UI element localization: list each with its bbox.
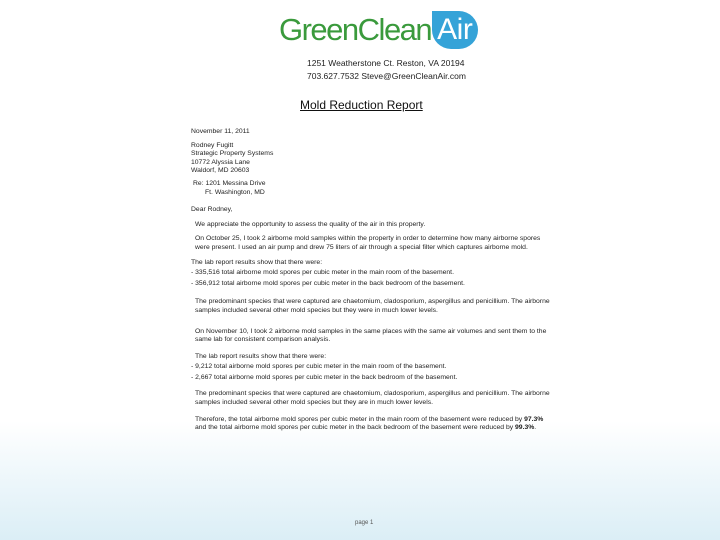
reduction-percent-back-bedroom: 99.3% <box>515 424 535 432</box>
logo-air-badge: Air <box>432 11 478 49</box>
contact-phone-email: 703.627.7532 Steve@GreenCleanAir.com <box>307 71 466 81</box>
conclusion-text-b: and the total airborne mold spores per cubic meter in the back bedroom of the basement were reduced by <box>195 424 516 432</box>
paragraph-october-samples: On October 25, I took 2 airborne mold samples within the property in order to determine how many airborne spores were present. I used an air pump and drew 75 liters of air through a special filter which captures airborne mold. <box>195 235 541 251</box>
conclusion-text-c: . <box>534 424 537 432</box>
paragraph-appreciation: We appreciate the opportunity to assess the quality of the air in this property. <box>195 220 426 228</box>
letter-body <box>191 128 551 433</box>
recipient-line: 10772 Alyssia Lane <box>191 158 250 166</box>
contact-address: 1251 Weatherstone Ct. Reston, VA 20194 <box>307 58 465 68</box>
results-1-item-main-room: - 335,516 total airborne mold spores per cubic meter in the main room of the basement. <box>191 269 454 277</box>
salutation: Dear Rodney, <box>191 206 233 214</box>
contact-block <box>307 57 507 83</box>
results-1-item-back-bedroom: - 356,912 total airborne mold spores per cubic meter in the back bedroom of the basement. <box>191 279 465 287</box>
greencleanair-logo <box>279 10 478 50</box>
reduction-percent-main-room: 97.3% <box>524 415 544 423</box>
conclusion-text-a: Therefore, the total airborne mold spores per cubic meter in the main room of the basement were reduced by <box>195 415 525 423</box>
recipient-line: Waldorf, MD 20603 <box>191 167 250 175</box>
paragraph-conclusion <box>191 416 551 433</box>
logo-text-green: Green <box>279 12 358 47</box>
results-2-item-main-room: - 9,212 total airborne mold spores per cubic meter in the main room of the basement. <box>191 363 447 371</box>
re-line-1: Re: 1201 Messina Drive <box>193 179 266 187</box>
paragraph-species-2: The predominant species that were captured are chaetomium, cladosporium, aspergillus and penicillium. The airborne samples included several other mold species but they are in much lower levels. <box>195 390 550 407</box>
results-2-intro: The lab report results show that there were: <box>195 352 327 360</box>
results-2-item-back-bedroom: - 2,667 total airborne mold spores per cubic meter in the back bedroom of the basement. <box>191 373 458 381</box>
report-title: Mold Reduction Report <box>300 98 423 112</box>
paragraph-november-samples: On November 10, I took 2 airborne mold samples in the same places with the same air volumes and sent them to the same lab for consistent comparison analysis. <box>195 327 547 344</box>
paragraph-species-1: The predominant species that were captured are chaetomium, cladosporium, aspergillus and penicillium. The airborne samples included several other mold species but they were in much lower levels. <box>195 298 550 314</box>
recipient-line: Rodney Fugitt <box>191 141 234 149</box>
logo-text-clean: Clean <box>357 12 432 47</box>
re-line-2: Ft. Washington, MD <box>205 188 265 196</box>
page-number: page 1 <box>355 520 374 526</box>
recipient-block <box>191 142 551 176</box>
recipient-line: Strategic Property Systems <box>191 150 274 158</box>
results-1-intro: The lab report results show that there were: <box>191 258 323 266</box>
letter-date: November 11, 2011 <box>191 128 250 135</box>
